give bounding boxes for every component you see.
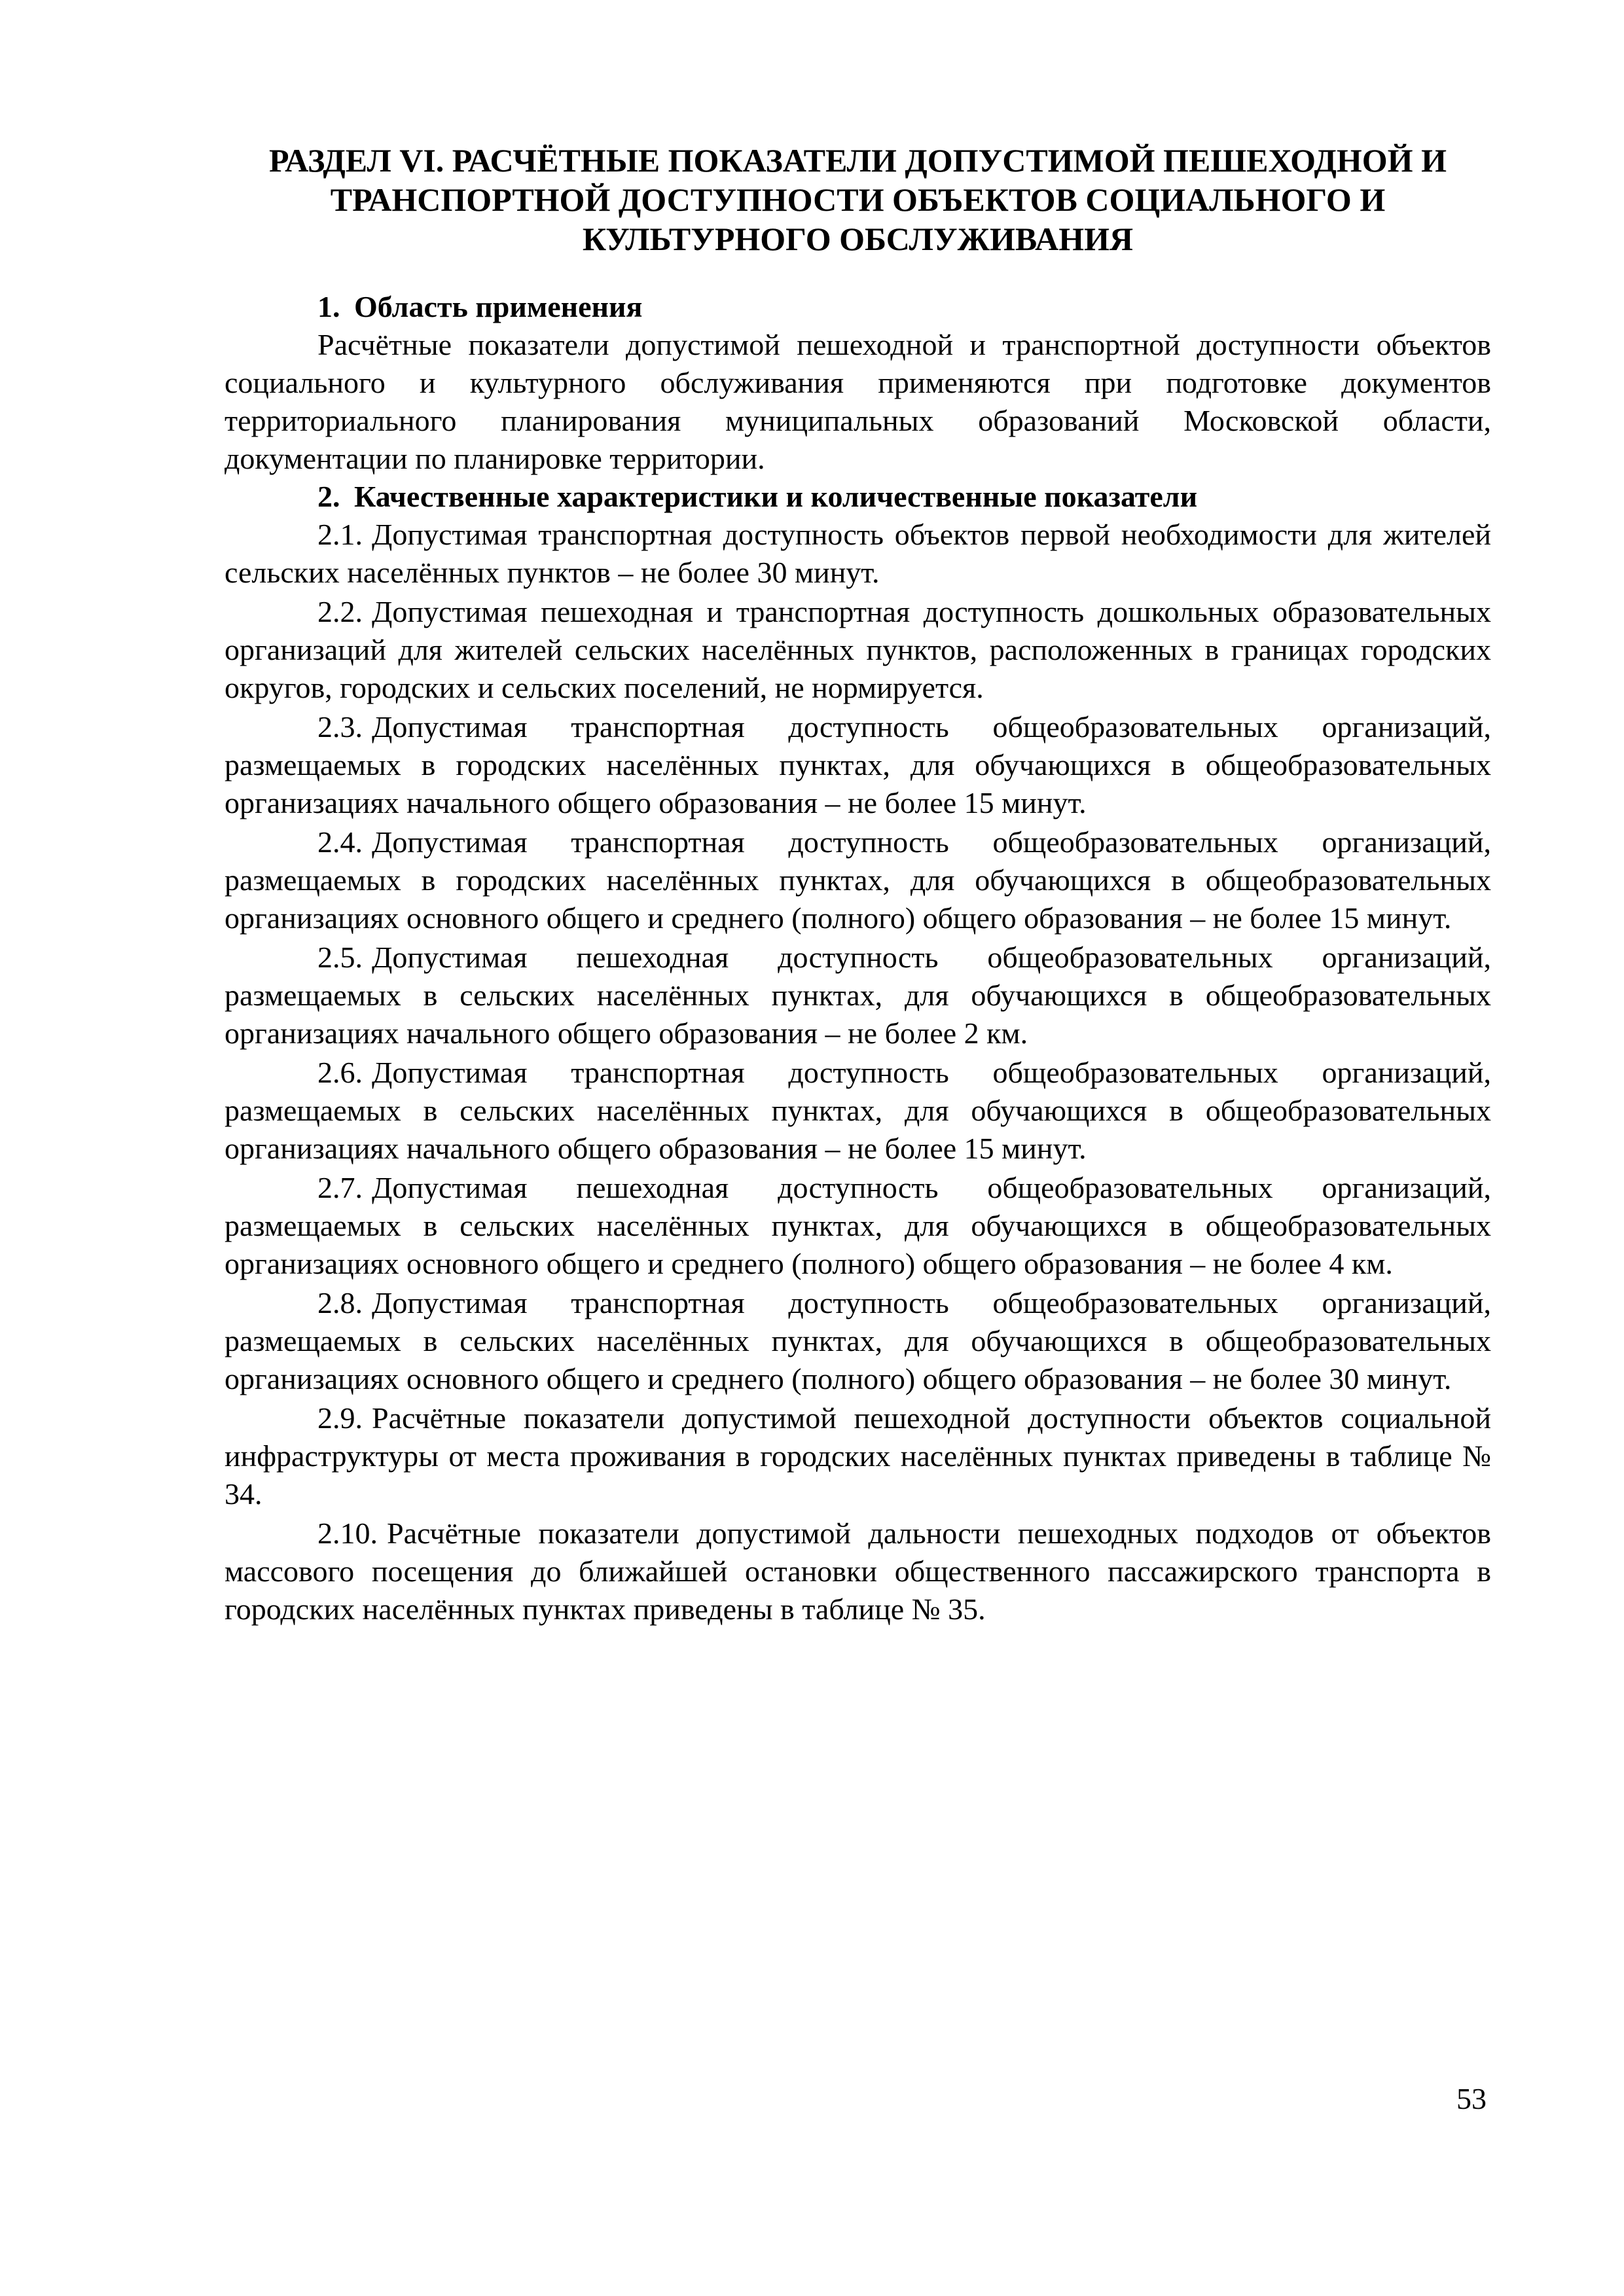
section-title [225, 141, 1491, 259]
item-number: 2.8. [317, 1286, 363, 1319]
title-line-3: КУЛЬТУРНОГО ОБСЛУЖИВАНИЯ [582, 221, 1134, 257]
heading-number: 2. [317, 480, 340, 513]
item-number: 2.3. [317, 710, 363, 744]
page-content [225, 141, 1491, 1628]
item-number: 2.10. [317, 1516, 378, 1550]
item-number: 2.4. [317, 825, 363, 859]
item-text: Допустимая пешеходная и транспортная доступность дошкольных образовательных организаций для жителей сельских населённых пунктов, расположенных в границах городских округов, городских и сельских поселений, не нормируется. [225, 595, 1491, 704]
heading-characteristics [225, 478, 1491, 516]
scope-paragraph: Расчётные показатели допустимой пешеходной и транспортной доступности объектов социального и культурного обслуживания применяются при подготовке документов территориального планирования муниципальных образований Московской области, документации по планировке территории. [225, 328, 1491, 475]
item-2-2 [225, 593, 1491, 707]
item-number: 2.2. [317, 595, 363, 628]
item-text: Допустимая пешеходная доступность общеобразовательных организаций, размещаемых в сельских населённых пунктах, для обучающихся в общеобразовательных организациях начального общего образования – не более 2 км. [225, 941, 1491, 1050]
item-number: 2.1. [317, 518, 363, 551]
item-text: Допустимая транспортная доступность объектов первой необходимости для жителей сельских населённых пунктов – не более 30 минут. [225, 518, 1491, 589]
item-text: Допустимая транспортная доступность общеобразовательных организаций, размещаемых в городских населённых пунктах, для обучающихся в общеобразовательных организациях основного общего и среднего (полного) общего образования – не более 15 минут. [225, 825, 1491, 935]
item-text: Допустимая пешеходная доступность общеобразовательных организаций, размещаемых в сельских населённых пунктах, для обучающихся в общеобразовательных организациях основного общего и среднего (полного) общего образования – не более 4 км. [225, 1171, 1491, 1280]
item-2-9 [225, 1399, 1491, 1513]
item-number: 2.6. [317, 1056, 363, 1089]
item-2-10 [225, 1515, 1491, 1628]
heading-text: Качественные характеристики и количественные показатели [354, 480, 1198, 513]
item-text: Допустимая транспортная доступность общеобразовательных организаций, размещаемых в сельских населённых пунктах, для обучающихся в общеобразовательных организациях начального общего образования – не более 15 минут. [225, 1056, 1491, 1165]
item-2-8 [225, 1284, 1491, 1398]
item-2-1 [225, 516, 1491, 592]
item-2-4 [225, 823, 1491, 937]
item-2-7 [225, 1169, 1491, 1283]
item-2-3 [225, 708, 1491, 822]
item-text: Расчётные показатели допустимой дальности пешеходных подходов от объектов массового посещения до ближайшей остановки общественного пассажирского транспорта в городских населённых пунктах приведены в таблице № 35. [225, 1516, 1491, 1626]
title-line-1: РАЗДЕЛ VI. РАСЧЁТНЫЕ ПОКАЗАТЕЛИ ДОПУСТИМОЙ ПЕШЕХОДНОЙ И [269, 142, 1447, 179]
item-2-6 [225, 1054, 1491, 1168]
item-text: Допустимая транспортная доступность общеобразовательных организаций, размещаемых в городских населённых пунктах, для обучающихся в общеобразовательных организациях начального общего образования – не более 15 минут. [225, 710, 1491, 819]
heading-text: Область применения [354, 290, 643, 323]
item-2-5 [225, 939, 1491, 1052]
item-text: Расчётные показатели допустимой пешеходной доступности объектов социальной инфраструктуры от места проживания в городских населённых пунктах приведены в таблице № 34. [225, 1401, 1491, 1511]
title-line-2: ТРАНСПОРТНОЙ ДОСТУПНОСТИ ОБЪЕКТОВ СОЦИАЛЬНОГО И [330, 181, 1386, 218]
heading-scope [225, 288, 1491, 326]
item-number: 2.5. [317, 941, 363, 974]
item-number: 2.9. [317, 1401, 363, 1435]
page-number: 53 [1456, 2082, 1487, 2115]
item-number: 2.7. [317, 1171, 363, 1204]
item-text: Допустимая транспортная доступность общеобразовательных организаций, размещаемых в сельских населённых пунктах, для обучающихся в общеобразовательных организациях основного общего и среднего (полного) общего образования – не более 30 минут. [225, 1286, 1491, 1395]
heading-number: 1. [317, 290, 340, 323]
